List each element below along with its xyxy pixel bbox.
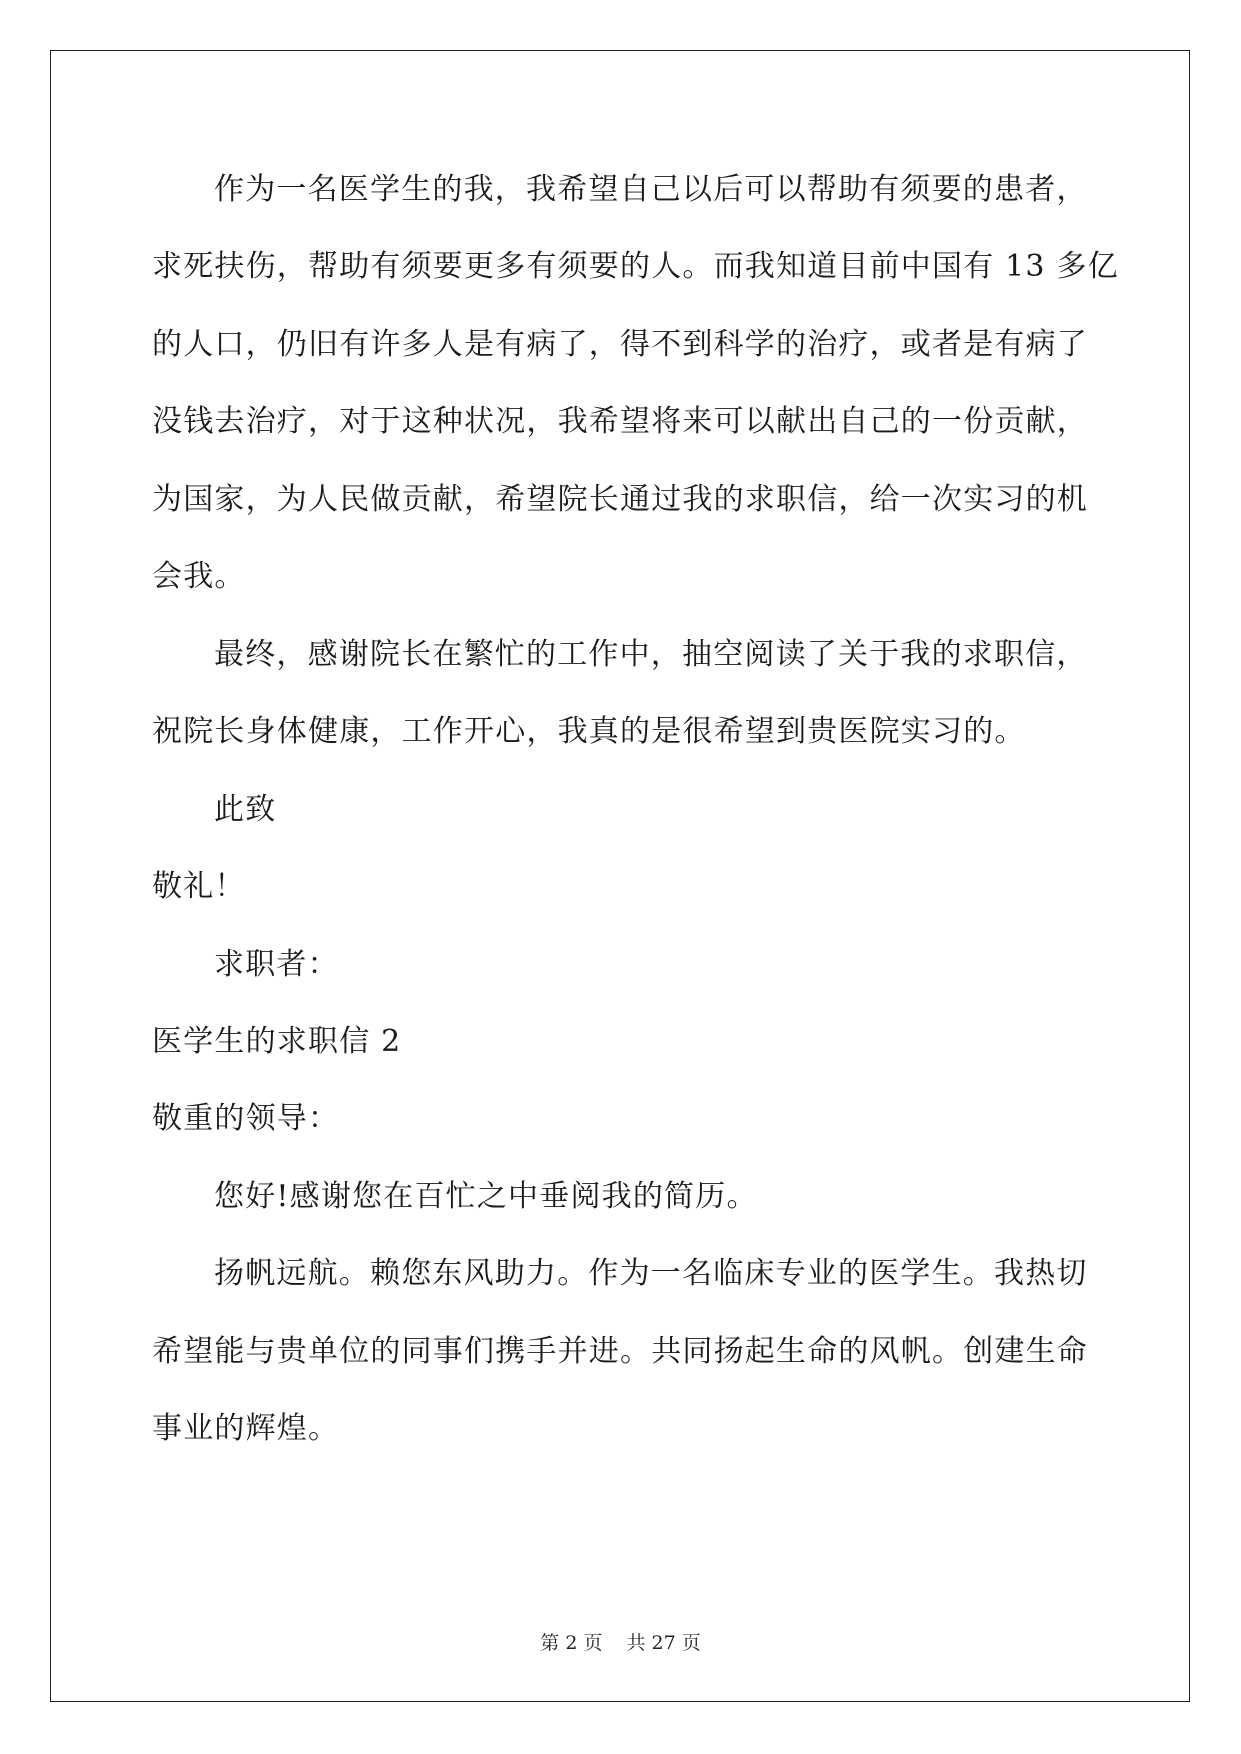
- paragraph-line: 希望能与贵单位的同事们携手并进。共同扬起生命的风帆。创建生命: [152, 1334, 1088, 1369]
- page-number: 第 2 页: [540, 1632, 603, 1654]
- paragraph-line: 求死扶伤，帮助有须要更多有须要的人。而我知道目前中国有 13 多亿: [152, 249, 1119, 284]
- paragraph-line: 作为一名医学生的我，我希望自己以后可以帮助有须要的患者，: [214, 172, 1088, 207]
- paragraph-line: 没钱去治疗，对于这种状况，我希望将来可以献出自己的一份贡献，: [152, 404, 1088, 439]
- page-footer: [0, 1628, 1241, 1655]
- paragraph-line: 祝院长身体健康，工作开心，我真的是很希望到贵医院实习的。: [152, 714, 1026, 749]
- paragraph-line: 事业的辉煌。: [152, 1411, 340, 1446]
- salutation-line: 敬礼！: [152, 869, 246, 904]
- section-title: 医学生的求职信 2: [152, 1024, 402, 1059]
- paragraph-line: 会我。: [152, 559, 246, 594]
- page-total: 共 27 页: [626, 1632, 701, 1654]
- greeting-line: 敬重的领导：: [152, 1101, 340, 1136]
- signature-line: 求职者：: [214, 947, 339, 982]
- paragraph-line: 为国家，为人民做贡献，希望院长通过我的求职信，给一次实习的机: [152, 482, 1088, 517]
- paragraph-line: 您好!感谢您在百忙之中垂阅我的简历。: [214, 1179, 758, 1214]
- paragraph-line: 的人口，仍旧有许多人是有病了，得不到科学的治疗，或者是有病了: [152, 327, 1088, 362]
- paragraph-line: 最终，感谢院长在繁忙的工作中，抽空阅读了关于我的求职信，: [214, 637, 1088, 672]
- closing-line: 此致: [214, 792, 277, 827]
- paragraph-line: 扬帆远航。赖您东风助力。作为一名临床专业的医学生。我热切: [214, 1256, 1088, 1291]
